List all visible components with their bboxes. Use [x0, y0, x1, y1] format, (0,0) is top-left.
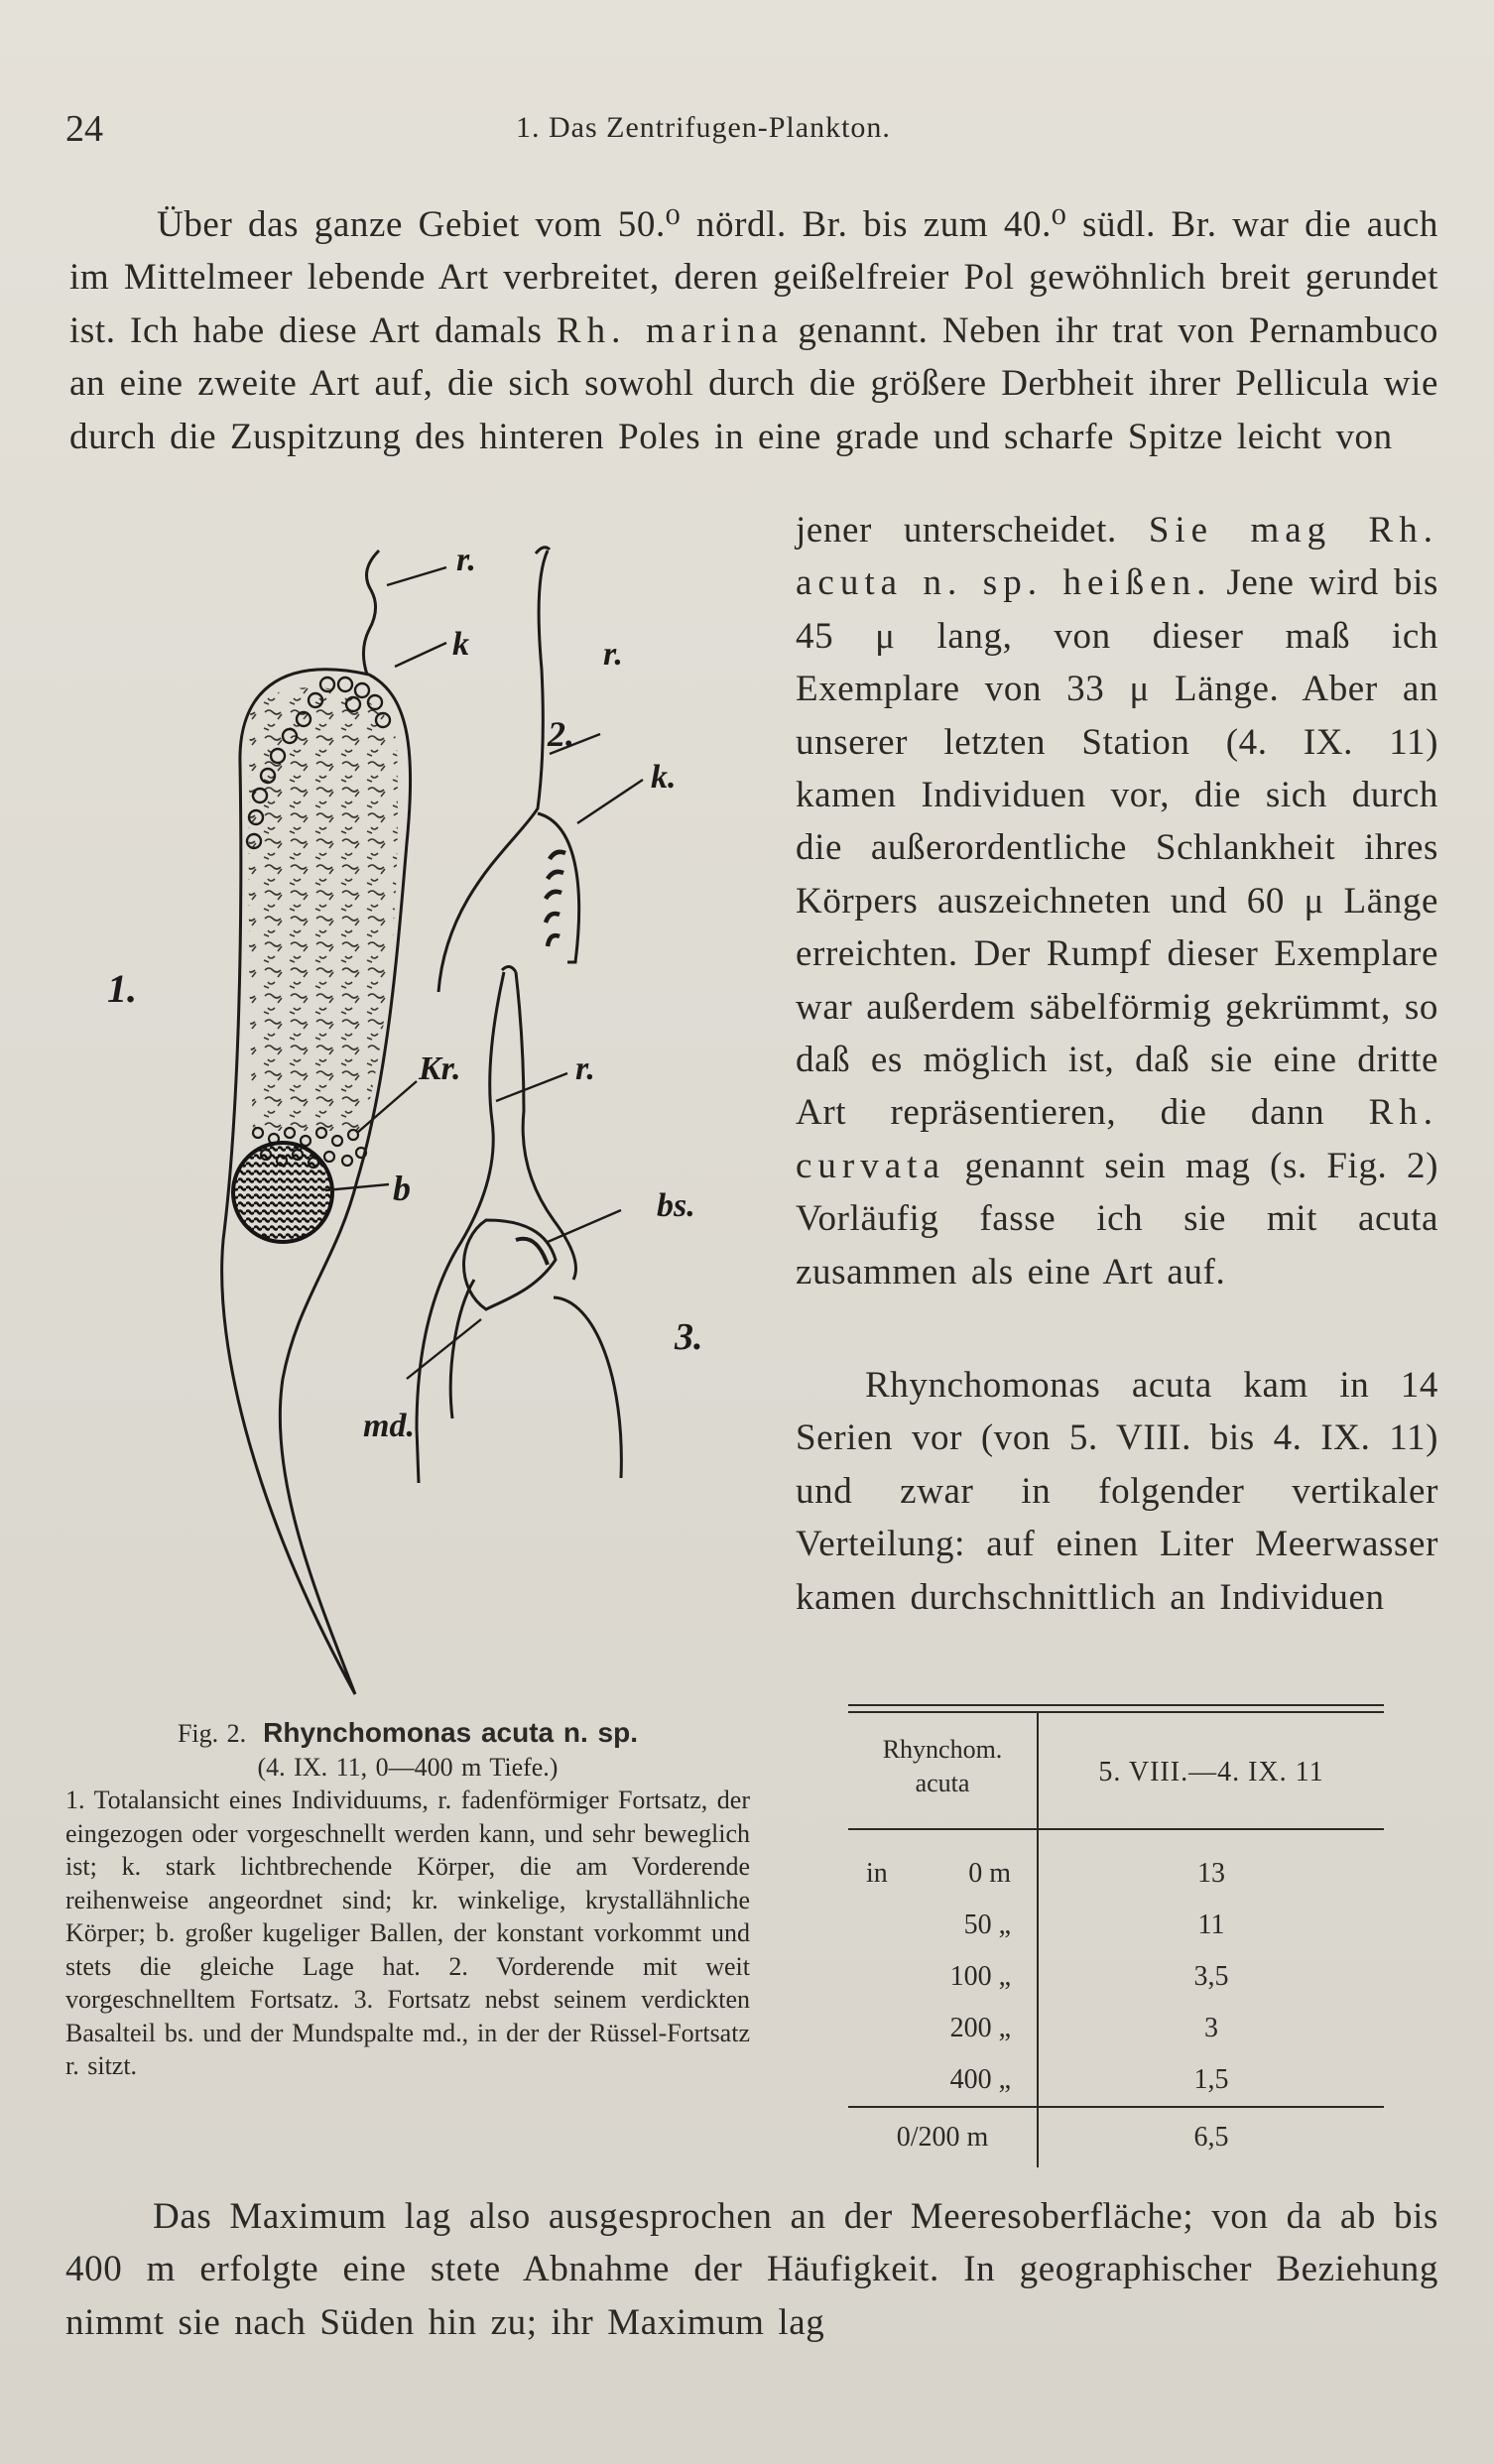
depth-value: 0 m: [968, 1858, 1011, 1889]
label-k-fig2: k.: [651, 759, 677, 796]
running-header: 1. Das Zentrifugen-Plankton.: [516, 111, 891, 144]
count-cell: 1,5: [1193, 2064, 1229, 2095]
caption-body: 1. Totalansicht eines Individuums, r. fadenförmiger Fortsatz, der eingezogen oder vorgeschnellt werden kann, und sehr beweglich ist; k. stark lichtbrechende Körper, die am Vorderende reihenweise angeordnet sind; kr. winkelige, krystallähnliche Körper; b. großer kugeliger Ballen, der konstant vorkommt und stets die gleiche Lage hat. 2. Vorderende mit weit vorgeschnelltem Fortsatz. 3. Fortsatz nebst seinem verdickten Basalteil bs. und der Mundspalte md., in der der Rüssel-Fortsatz r. sitzt.: [65, 1786, 750, 2080]
count-cell: 11: [1197, 1910, 1225, 1940]
label-b: b: [393, 1169, 411, 1208]
table-row: [848, 1848, 1037, 1900]
depth-prefix: [848, 1951, 866, 2003]
caption-subtitle: (4. IX. 11, 0—400 m Tiefe.): [257, 1752, 559, 1782]
table-count-column: [1039, 1830, 1384, 2106]
table-row: [848, 2003, 1037, 2054]
figure-drawing: [107, 526, 774, 1716]
text-segment: genannt sein mag (s. Fig. 2) Vorläufig fasse ich sie mit acuta zusammen als eine Art auf.: [796, 1145, 1438, 1293]
figure-illustration: [107, 526, 774, 1716]
table-top-rule: [848, 1704, 1384, 1713]
species-curvata: Rh. curvata: [796, 1092, 1438, 1186]
label-fig1-number: 1.: [107, 966, 137, 1011]
label-fig2-number: 2.: [548, 714, 574, 754]
caption-species: Rhynchomonas acuta n. sp.: [263, 1717, 639, 1748]
depth-prefix: [848, 2054, 866, 2106]
label-fig3-number: 3.: [675, 1316, 703, 1358]
table-header-col1: [848, 1713, 1039, 1828]
table-depth-column: [848, 1830, 1039, 2106]
header-col1-line1: Rhynchom.: [882, 1735, 1003, 1764]
table-header: [848, 1713, 1384, 1828]
footer-label: 0/200 m: [848, 2108, 1039, 2167]
depth-prefix: in: [866, 1858, 888, 1889]
right-column-paragraph-2: Rhynchomonas acuta kam in 14 Serien vor (von 5. VIII. bis 4. IX. 11) und zwar in folgender vertikaler Verteilung: auf einen Liter Meerwasser kamen durchschnittlich an Individuen: [796, 1365, 1438, 1618]
label-r-fig3: r.: [575, 1050, 595, 1087]
figure-2-anterior: [438, 548, 643, 992]
label-kr: Kr.: [419, 1050, 461, 1087]
depth-value: 400 „: [949, 2064, 1011, 2095]
text-segment: jener unterscheidet.: [796, 510, 1149, 551]
depth-prefix: [848, 1900, 866, 1951]
depth-value: 50 „: [963, 1910, 1011, 1940]
count-cell: 3,5: [1193, 1961, 1229, 1992]
species-marina: Rh. marina: [556, 309, 784, 351]
caption-heading: [65, 1716, 750, 1751]
figure-1-organism: [222, 551, 446, 1694]
species-acuta: Sie mag Rh. acuta n. sp. heißen.: [796, 510, 1438, 604]
intro-text-b: genannt. Neben ihr trat von Pernambuco an eine zweite Art auf, die sich sowohl durch die größere Derbheit ihrer Pellicula wie durch die Zuspitzung des hinteren Poles in eine grade und scharfe Spitze leicht von: [69, 309, 1438, 457]
table-row: [848, 2054, 1037, 2106]
table-row: [848, 1951, 1037, 2003]
text-segment: Jene wird bis 45 μ lang, von dieser maß ich Exemplare von 33 μ Länge. Aber an unserer letzten Station (4. IX. 11) kamen Individuen vor, die sich durch die außerordentliche Schlankheit ihres Körpers auszeichneten und 60 μ Länge erreichten. Der Rumpf dieser Exemplare war außerdem säbelförmig gekrümmt, so daß es möglich ist, daß sie eine dritte Art repräsentieren, die dann: [796, 562, 1438, 1134]
intro-text-a: Über das ganze Gebiet vom 50.⁰ nördl. Br. bis zum 40.⁰ südl. Br. war die auch im Mittelmeer lebende Art verbreitet, deren geißelfreier Pol gewöhnlich breit gerundet ist. Ich habe diese Art damals: [69, 204, 1438, 351]
caption-fig-label: Fig. 2.: [177, 1719, 247, 1748]
label-r-fig1: r.: [456, 542, 476, 578]
bottom-paragraph: Das Maximum lag also ausgesprochen an der Meeresoberfläche; von da ab bis 400 m erfolgte eine stete Abnahme der Häufigkeit. In geographischer Beziehung nimmt sie nach Süden hin zu; ihr Maximum lag: [65, 2196, 1438, 2343]
count-cell: 13: [1197, 1858, 1225, 1889]
right-column-paragraph-1: [796, 504, 1438, 1298]
distribution-table: [848, 1704, 1384, 2167]
intro-paragraph: [69, 198, 1438, 463]
depth-value: 100 „: [949, 1961, 1011, 1992]
page-number: 24: [65, 108, 103, 150]
count-cell: 3: [1204, 2013, 1218, 2043]
table-body: [848, 1830, 1384, 2106]
table-row: [848, 1900, 1037, 1951]
figure-caption: [65, 1716, 750, 2083]
figure-3-process: [407, 966, 621, 1483]
label-bs: bs.: [657, 1187, 695, 1224]
label-r-fig2: r.: [603, 636, 623, 673]
table-header-col2: 5. VIII.—4. IX. 11: [1098, 1757, 1324, 1787]
table-footer: [848, 2108, 1384, 2167]
label-k-fig1: k: [452, 626, 469, 663]
footer-value: 6,5: [1193, 2122, 1229, 2153]
depth-value: 200 „: [949, 2013, 1011, 2043]
label-md: md.: [363, 1408, 415, 1444]
depth-prefix: [848, 2003, 866, 2054]
header-col1-line2: acuta: [915, 1769, 970, 1797]
